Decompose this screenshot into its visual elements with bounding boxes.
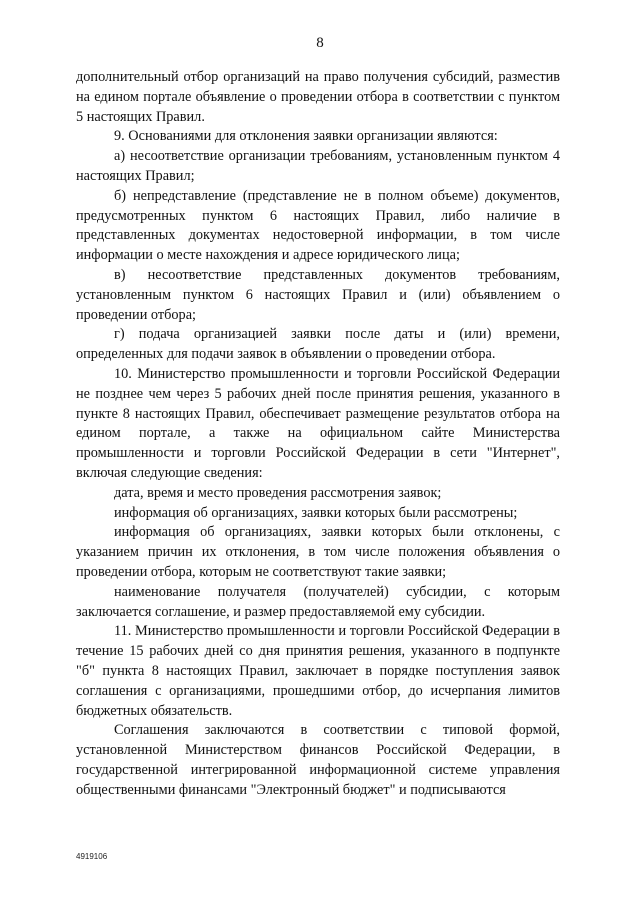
document-code: 4919106 <box>76 852 108 861</box>
paragraph-continuation: дополнительный отбор организаций на право получения субсидий, разместив на едином портале объявление о проведении отбора в соответствии с пунктом 5 настоящих Правил. <box>76 69 560 125</box>
paragraph-subitem-a: а) несоответствие организации требованиям, установленным пунктом 4 настоящих Правил; <box>76 148 560 184</box>
paragraph-subitem-g: г) подача организацией заявки после даты и (или) времени, определенных для подачи заявок в объявлении о проведении отбора. <box>76 326 560 363</box>
document-body <box>76 68 560 800</box>
paragraph-subitem-b: б) непредставление (представление не в полном объеме) документов, предусмотренных пунктом 6 настоящих Правил, либо наличие в представленных документах недостоверной информации, в том числе информации о месте нахождения и адресе юридического лица; <box>76 187 560 264</box>
paragraph-list-reviewed: информация об организациях, заявки которых были рассмотрены; <box>114 504 518 521</box>
paragraph-list-rejected: информация об организациях, заявки которых были отклонены, с указанием причин их отклонения, в том числе положения объявления о проведении отбора, которым не соответствуют такие заявки; <box>76 524 560 580</box>
paragraph-item-9: 9. Основаниями для отклонения заявки организации являются: <box>114 128 498 145</box>
paragraph-agreements: Соглашения заключаются в соответствии с типовой формой, установленной Министерством финансов Российской Федерации, в государственной интегрированной информационной системе управления общественными финансами "Электронный бюджет" и подписываются <box>76 722 560 798</box>
page-number: 8 <box>316 35 324 51</box>
paragraph-list-date: дата, время и место проведения рассмотрения заявок; <box>114 484 442 501</box>
paragraph-item-10: 10. Министерство промышленности и торговли Российской Федерации не позднее чем через 5 рабочих дней после принятия решения, указанного в пункте 8 настоящих Правил, обеспечивает размещение результатов отбора на едином портале, а также на официальном сайте Министерства промышленности и торговли Российской Федерации в сети "Интернет", включая следующие сведения: <box>76 365 560 481</box>
paragraph-subitem-v: в) несоответствие представленных документов требованиям, установленным пунктом 6 настоящих Правил и (или) объявлением о проведении отбора; <box>76 266 560 323</box>
paragraph-list-recipient: наименование получателя (получателей) субсидии, с которым заключается соглашение, и размер предоставляемой ему субсидии. <box>76 583 560 620</box>
paragraph-item-11: 11. Министерство промышленности и торговли Российской Федерации в течение 15 рабочих дней со дня принятия решения, указанного в подпункте "б" пункта 8 настоящих Правил, заключает в порядке поступления заявок соглашения с организациями, прошедшими отбор, до исчерпания лимитов бюджетных обязательств. <box>76 623 560 719</box>
